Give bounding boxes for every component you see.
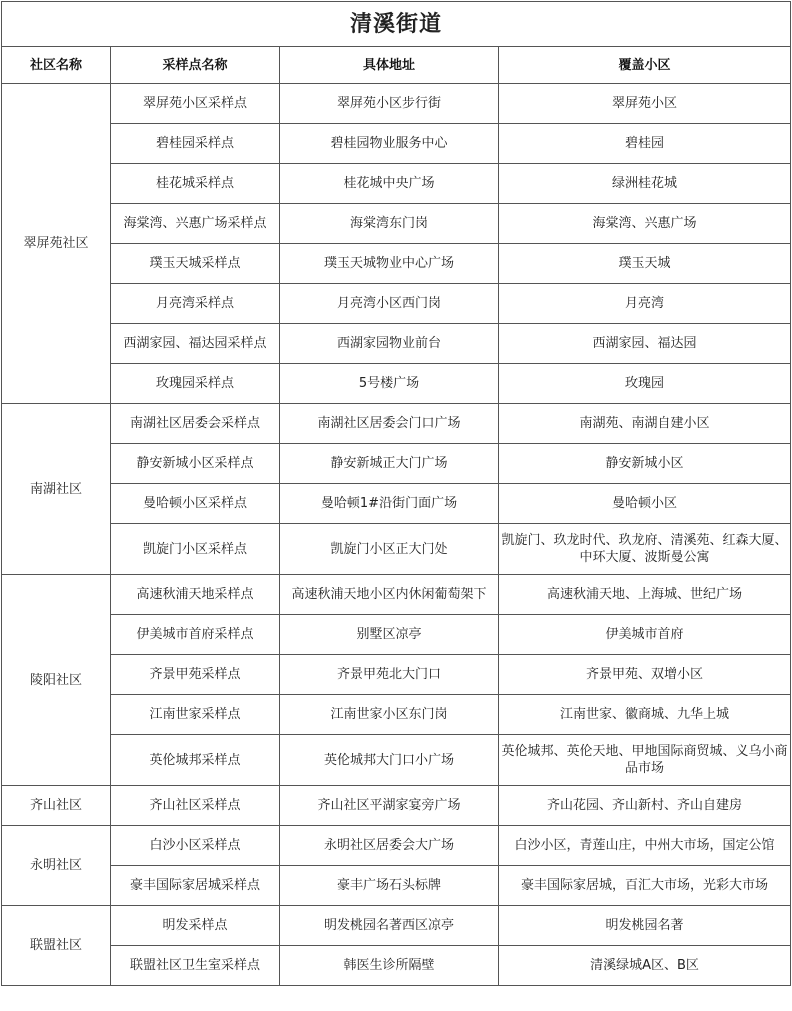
table-row xyxy=(2,575,791,615)
covered-communities: 伊美城市首府 xyxy=(499,615,791,655)
table-row xyxy=(2,244,791,284)
covered-communities: 南湖苑、南湖自建小区 xyxy=(499,404,791,444)
covered-communities: 曼哈顿小区 xyxy=(499,484,791,524)
sampling-sites-table xyxy=(1,1,791,986)
site-address: 静安新城正大门广场 xyxy=(280,444,499,484)
site-name: 西湖家园、福达园采样点 xyxy=(111,324,280,364)
covered-communities: 江南世家、徽商城、九华上城 xyxy=(499,695,791,735)
covered-communities: 海棠湾、兴惠广场 xyxy=(499,204,791,244)
table-row xyxy=(2,735,791,786)
site-name: 海棠湾、兴惠广场采样点 xyxy=(111,204,280,244)
site-name: 凯旋门小区采样点 xyxy=(111,524,280,575)
site-name: 英伦城邦采样点 xyxy=(111,735,280,786)
site-name: 静安新城小区采样点 xyxy=(111,444,280,484)
site-name: 碧桂园采样点 xyxy=(111,124,280,164)
table-row xyxy=(2,826,791,866)
table-row xyxy=(2,786,791,826)
covered-communities: 清溪绿城A区、B区 xyxy=(499,946,791,986)
table-row xyxy=(2,866,791,906)
covered-communities: 齐景甲苑、双增小区 xyxy=(499,655,791,695)
table-row xyxy=(2,906,791,946)
table-row xyxy=(2,124,791,164)
covered-communities: 翠屏苑小区 xyxy=(499,84,791,124)
covered-communities: 玫瑰园 xyxy=(499,364,791,404)
table-row xyxy=(2,284,791,324)
site-address: 江南世家小区东门岗 xyxy=(280,695,499,735)
covered-communities: 月亮湾 xyxy=(499,284,791,324)
site-address: 齐山社区平湖家宴旁广场 xyxy=(280,786,499,826)
site-name: 桂花城采样点 xyxy=(111,164,280,204)
table-row xyxy=(2,204,791,244)
table-row xyxy=(2,404,791,444)
site-name: 南湖社区居委会采样点 xyxy=(111,404,280,444)
site-address: 月亮湾小区西门岗 xyxy=(280,284,499,324)
site-name: 江南世家采样点 xyxy=(111,695,280,735)
site-address: 曼哈顿1#沿街门面广场 xyxy=(280,484,499,524)
table-row xyxy=(2,655,791,695)
site-name: 白沙小区采样点 xyxy=(111,826,280,866)
site-name: 翠屏苑小区采样点 xyxy=(111,84,280,124)
site-name: 齐山社区采样点 xyxy=(111,786,280,826)
table-row xyxy=(2,444,791,484)
header-site: 采样点名称 xyxy=(111,47,280,84)
header-coverage: 覆盖小区 xyxy=(499,47,791,84)
community-name: 南湖社区 xyxy=(2,404,111,575)
community-name: 联盟社区 xyxy=(2,906,111,986)
covered-communities: 齐山花园、齐山新村、齐山自建房 xyxy=(499,786,791,826)
site-address: 南湖社区居委会门口广场 xyxy=(280,404,499,444)
site-address: 高速秋浦天地小区内休闲葡萄架下 xyxy=(280,575,499,615)
covered-communities: 高速秋浦天地、上海城、世纪广场 xyxy=(499,575,791,615)
site-address: 璞玉天城物业中心广场 xyxy=(280,244,499,284)
table-row xyxy=(2,324,791,364)
header-address: 具体地址 xyxy=(280,47,499,84)
covered-communities: 绿洲桂花城 xyxy=(499,164,791,204)
table-row xyxy=(2,484,791,524)
table-row xyxy=(2,84,791,124)
site-name: 明发采样点 xyxy=(111,906,280,946)
site-address: 永明社区居委会大广场 xyxy=(280,826,499,866)
covered-communities: 璞玉天城 xyxy=(499,244,791,284)
site-address: 英伦城邦大门口小广场 xyxy=(280,735,499,786)
table-row xyxy=(2,164,791,204)
site-name: 璞玉天城采样点 xyxy=(111,244,280,284)
site-name: 伊美城市首府采样点 xyxy=(111,615,280,655)
site-name: 豪丰国际家居城采样点 xyxy=(111,866,280,906)
community-name: 齐山社区 xyxy=(2,786,111,826)
site-name: 曼哈顿小区采样点 xyxy=(111,484,280,524)
covered-communities: 碧桂园 xyxy=(499,124,791,164)
community-name: 翠屏苑社区 xyxy=(2,84,111,404)
site-address: 5号楼广场 xyxy=(280,364,499,404)
covered-communities: 明发桃园名著 xyxy=(499,906,791,946)
covered-communities: 西湖家园、福达园 xyxy=(499,324,791,364)
table-title: 清溪街道 xyxy=(2,2,791,47)
site-address: 齐景甲苑北大门口 xyxy=(280,655,499,695)
site-address: 碧桂园物业服务中心 xyxy=(280,124,499,164)
covered-communities: 静安新城小区 xyxy=(499,444,791,484)
site-name: 月亮湾采样点 xyxy=(111,284,280,324)
table-row xyxy=(2,364,791,404)
covered-communities: 豪丰国际家居城，百汇大市场，光彩大市场 xyxy=(499,866,791,906)
site-name: 齐景甲苑采样点 xyxy=(111,655,280,695)
table-row xyxy=(2,946,791,986)
site-address: 海棠湾东门岗 xyxy=(280,204,499,244)
site-address: 桂花城中央广场 xyxy=(280,164,499,204)
header-community: 社区名称 xyxy=(2,47,111,84)
site-name: 玫瑰园采样点 xyxy=(111,364,280,404)
site-address: 明发桃园名著西区凉亭 xyxy=(280,906,499,946)
site-address: 西湖家园物业前台 xyxy=(280,324,499,364)
site-address: 豪丰广场石头标牌 xyxy=(280,866,499,906)
site-address: 翠屏苑小区步行街 xyxy=(280,84,499,124)
table-row xyxy=(2,695,791,735)
site-name: 高速秋浦天地采样点 xyxy=(111,575,280,615)
covered-communities: 白沙小区，青莲山庄，中州大市场，国定公馆 xyxy=(499,826,791,866)
covered-communities: 凯旋门、玖龙时代、玖龙府、清溪苑、红森大厦、中环大厦、波斯曼公寓 xyxy=(499,524,791,575)
community-name: 永明社区 xyxy=(2,826,111,906)
covered-communities: 英伦城邦、英伦天地、甲地国际商贸城、义乌小商品市场 xyxy=(499,735,791,786)
table-row xyxy=(2,524,791,575)
site-address: 韩医生诊所隔壁 xyxy=(280,946,499,986)
site-address: 凯旋门小区正大门处 xyxy=(280,524,499,575)
site-name: 联盟社区卫生室采样点 xyxy=(111,946,280,986)
community-name: 陵阳社区 xyxy=(2,575,111,786)
site-address: 别墅区凉亭 xyxy=(280,615,499,655)
table-row xyxy=(2,615,791,655)
